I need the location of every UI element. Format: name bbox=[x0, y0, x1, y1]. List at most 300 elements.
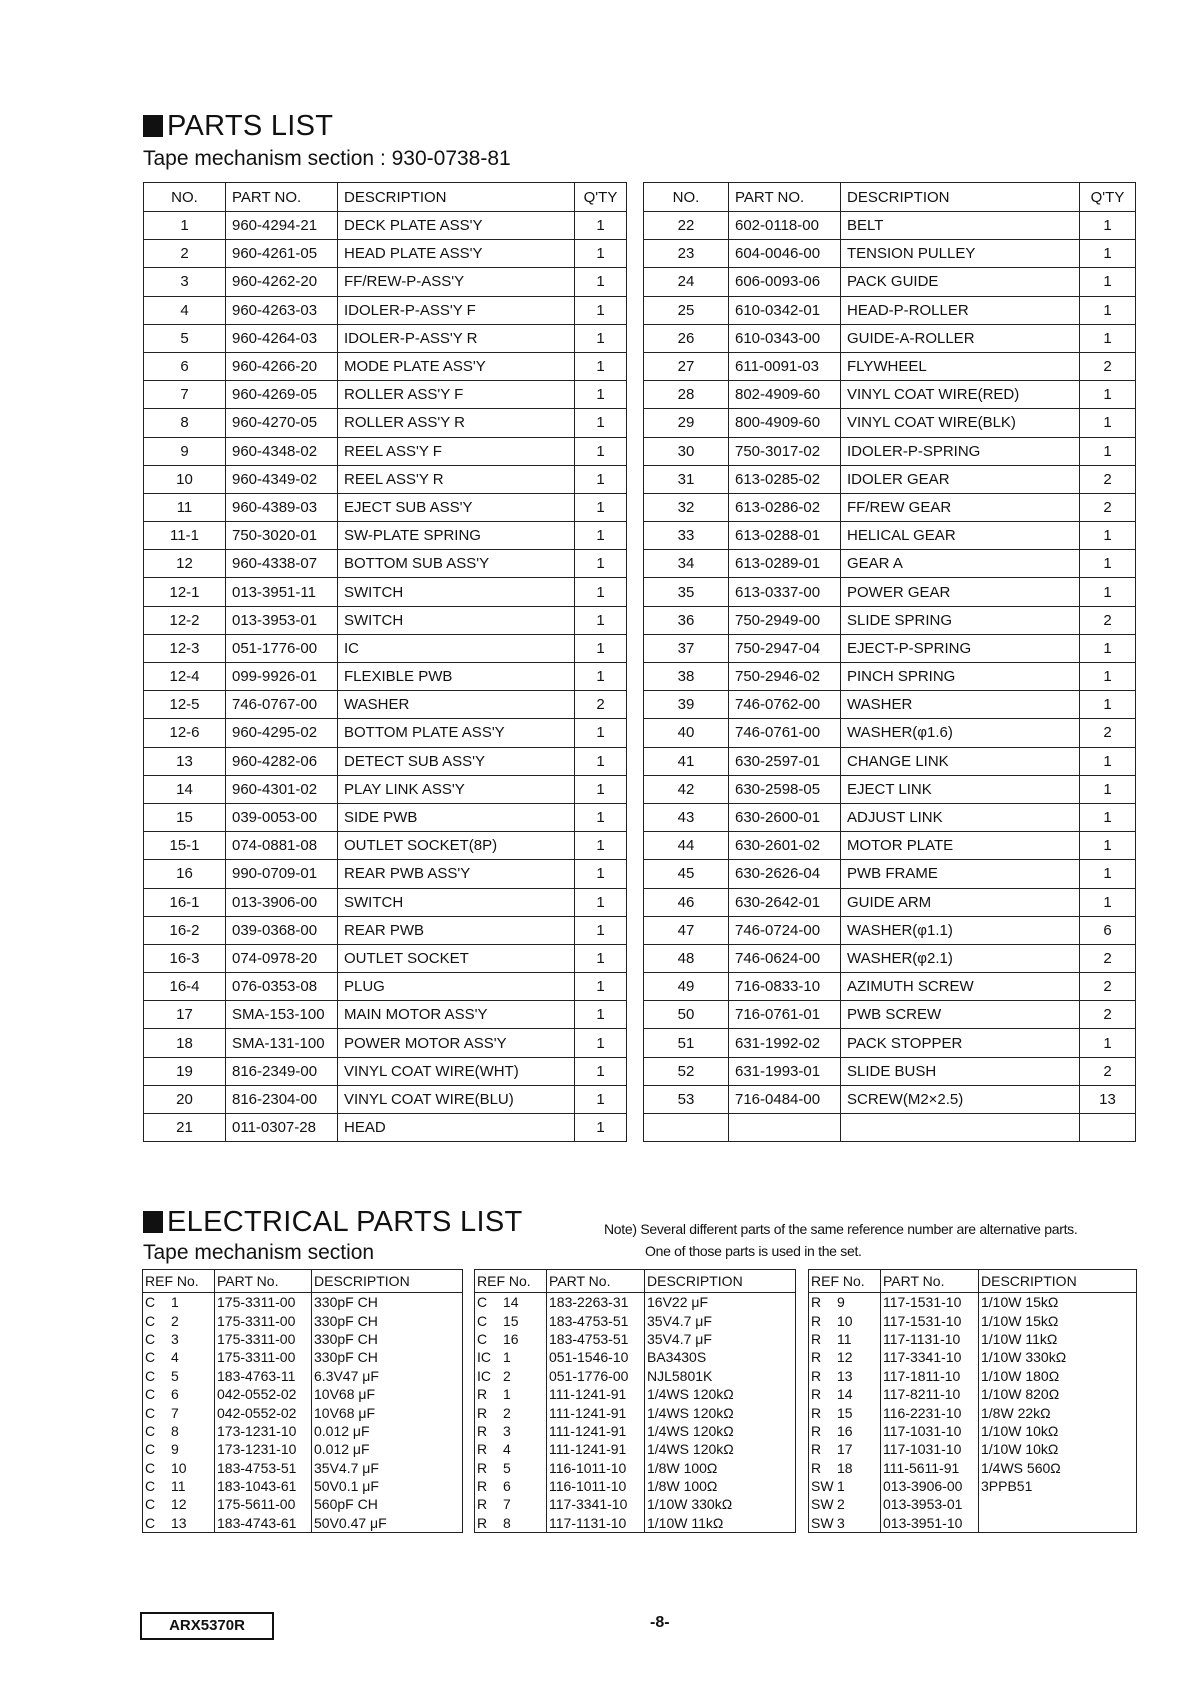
cell-qty: 1 bbox=[575, 352, 627, 380]
cell-part-no: 816-2349-00 bbox=[226, 1057, 338, 1085]
cell-description: 1/8W 100Ω bbox=[645, 1459, 796, 1477]
table-row bbox=[144, 663, 627, 691]
cell-part-no: 990-0709-01 bbox=[226, 860, 338, 888]
cell-part-no: 051-1546-10 bbox=[547, 1348, 645, 1366]
model-number-box: ARX5370R bbox=[140, 1612, 274, 1640]
cell-description: ROLLER ASS'Y F bbox=[338, 381, 575, 409]
cell-ref-no bbox=[475, 1477, 547, 1495]
cell-no: 17 bbox=[144, 1001, 226, 1029]
page-number: -8- bbox=[650, 1614, 670, 1631]
cell-no: 12-1 bbox=[144, 578, 226, 606]
cell-part-no: 116-2231-10 bbox=[881, 1403, 979, 1421]
cell-ref-no bbox=[475, 1385, 547, 1403]
cell-description: IDOLER-P-ASS'Y R bbox=[338, 324, 575, 352]
cell-no: 20 bbox=[144, 1085, 226, 1113]
cell-part-no: 183-1043-61 bbox=[215, 1477, 312, 1495]
cell-part-no: 610-0343-00 bbox=[729, 324, 841, 352]
ref-prefix: R bbox=[811, 1422, 822, 1439]
table-row bbox=[644, 1001, 1136, 1029]
cell-part-no: 960-4261-05 bbox=[226, 240, 338, 268]
table-row bbox=[143, 1477, 463, 1495]
ref-prefix: R bbox=[811, 1312, 822, 1329]
cell-part-no: 111-5611-91 bbox=[881, 1459, 979, 1477]
cell-no: 16 bbox=[144, 860, 226, 888]
cell-no: 16-1 bbox=[144, 888, 226, 916]
cell-description: SIDE PWB bbox=[338, 803, 575, 831]
cell-description: SWITCH bbox=[338, 888, 575, 916]
cell-no: 46 bbox=[644, 888, 729, 916]
cell-qty: 1 bbox=[575, 381, 627, 409]
table-row bbox=[143, 1367, 463, 1385]
cell-qty: 13 bbox=[1080, 1085, 1136, 1113]
cell-description: HELICAL GEAR bbox=[841, 522, 1080, 550]
table-row bbox=[144, 522, 627, 550]
cell-description: 35V4.7 μF bbox=[645, 1311, 796, 1329]
cell-description: VINYL COAT WIRE(BLK) bbox=[841, 409, 1080, 437]
table-row bbox=[809, 1311, 1137, 1329]
table-row bbox=[809, 1293, 1137, 1312]
ref-number: 17 bbox=[837, 1441, 853, 1458]
cell-no: 49 bbox=[644, 973, 729, 1001]
cell-description: EJECT-P-SPRING bbox=[841, 634, 1080, 662]
ref-number: 13 bbox=[171, 1514, 187, 1531]
cell-part-no: 117-1811-10 bbox=[881, 1367, 979, 1385]
cell-qty: 2 bbox=[1080, 606, 1136, 634]
alternative-parts-note-line2: One of those parts is used in the set. bbox=[645, 1243, 862, 1259]
cell-no: 51 bbox=[644, 1029, 729, 1057]
cell-ref-no bbox=[475, 1422, 547, 1440]
cell-qty: 1 bbox=[1080, 832, 1136, 860]
cell-part-no: 610-0342-01 bbox=[729, 296, 841, 324]
table-row bbox=[475, 1440, 796, 1458]
cell-no: 15-1 bbox=[144, 832, 226, 860]
ref-number: 3 bbox=[171, 1330, 179, 1347]
cell-description: CHANGE LINK bbox=[841, 747, 1080, 775]
ref-number: 5 bbox=[503, 1459, 511, 1476]
cell-qty: 1 bbox=[575, 578, 627, 606]
ref-prefix: R bbox=[811, 1459, 822, 1476]
cell-description: 1/10W 180Ω bbox=[979, 1367, 1137, 1385]
cell-ref-no bbox=[809, 1495, 881, 1513]
table-row bbox=[143, 1348, 463, 1366]
table-row bbox=[644, 352, 1136, 380]
cell-ref-no bbox=[475, 1330, 547, 1348]
cell-description: SCREW(M2×2.5) bbox=[841, 1085, 1080, 1113]
table-row bbox=[144, 719, 627, 747]
cell-description: VINYL COAT WIRE(WHT) bbox=[338, 1057, 575, 1085]
table-row bbox=[644, 409, 1136, 437]
cell-description: WASHER bbox=[338, 691, 575, 719]
ref-number: 7 bbox=[503, 1496, 511, 1513]
ref-number: 18 bbox=[837, 1459, 853, 1476]
cell-qty: 1 bbox=[1080, 212, 1136, 240]
table-row bbox=[144, 578, 627, 606]
table-row bbox=[644, 268, 1136, 296]
cell-part-no: 117-1131-10 bbox=[881, 1330, 979, 1348]
col-header-part-no: PART No. bbox=[881, 1270, 979, 1293]
ref-number: 2 bbox=[171, 1312, 179, 1329]
cell-qty: 1 bbox=[575, 832, 627, 860]
cell-part-no: 716-0484-00 bbox=[729, 1085, 841, 1113]
cell-part-no: 631-1993-01 bbox=[729, 1057, 841, 1085]
col-header-ref-no: REF No. bbox=[809, 1270, 881, 1293]
cell-description: 10V68 μF bbox=[312, 1385, 463, 1403]
cell-description: POWER MOTOR ASS'Y bbox=[338, 1029, 575, 1057]
cell-part-no: 816-2304-00 bbox=[226, 1085, 338, 1113]
parts-list-title bbox=[143, 110, 333, 143]
ref-number: 16 bbox=[837, 1422, 853, 1439]
cell-ref-no bbox=[809, 1367, 881, 1385]
ref-prefix: R bbox=[811, 1330, 822, 1347]
cell-qty: 1 bbox=[575, 1001, 627, 1029]
cell-description: ROLLER ASS'Y R bbox=[338, 409, 575, 437]
table-row bbox=[475, 1311, 796, 1329]
cell-ref-no bbox=[143, 1403, 215, 1421]
cell-description: GUIDE ARM bbox=[841, 888, 1080, 916]
col-header-part-no: PART NO. bbox=[729, 183, 841, 212]
col-header-ref-no: REF No. bbox=[143, 1270, 215, 1293]
cell-description: WASHER(φ1.6) bbox=[841, 719, 1080, 747]
cell-qty: 1 bbox=[1080, 240, 1136, 268]
cell-part-no: 960-4295-02 bbox=[226, 719, 338, 747]
table-row bbox=[644, 212, 1136, 240]
table-row bbox=[809, 1514, 1137, 1533]
cell-qty: 1 bbox=[1080, 437, 1136, 465]
cell-description: 560pF CH bbox=[312, 1495, 463, 1513]
cell-no: 33 bbox=[644, 522, 729, 550]
cell-qty: 1 bbox=[575, 803, 627, 831]
col-header-part-no: PART No. bbox=[547, 1270, 645, 1293]
table-row bbox=[144, 324, 627, 352]
ref-number: 15 bbox=[837, 1404, 853, 1421]
cell-ref-no bbox=[475, 1440, 547, 1458]
table-row bbox=[644, 1029, 1136, 1057]
ref-prefix: C bbox=[145, 1386, 156, 1403]
cell-qty: 1 bbox=[575, 747, 627, 775]
electrical-parts-table-3 bbox=[808, 1269, 1137, 1533]
table-row bbox=[809, 1403, 1137, 1421]
table-row bbox=[143, 1514, 463, 1533]
cell-part-no: 111-1241-91 bbox=[547, 1403, 645, 1421]
ref-prefix: C bbox=[145, 1422, 156, 1439]
cell-no: 28 bbox=[644, 381, 729, 409]
cell-no: 15 bbox=[144, 803, 226, 831]
cell-description: FF/REW-P-ASS'Y bbox=[338, 268, 575, 296]
cell-description: DECK PLATE ASS'Y bbox=[338, 212, 575, 240]
table-row bbox=[644, 606, 1136, 634]
cell-description: GUIDE-A-ROLLER bbox=[841, 324, 1080, 352]
cell-qty: 2 bbox=[575, 691, 627, 719]
cell-description: 330pF CH bbox=[312, 1293, 463, 1312]
cell-ref-no bbox=[809, 1385, 881, 1403]
cell-ref-no bbox=[475, 1403, 547, 1421]
cell-part-no: 011-0307-28 bbox=[226, 1114, 338, 1142]
cell-description: BOTTOM PLATE ASS'Y bbox=[338, 719, 575, 747]
cell-part-no: 613-0286-02 bbox=[729, 493, 841, 521]
table-row bbox=[809, 1422, 1137, 1440]
cell-description: SWITCH bbox=[338, 578, 575, 606]
cell-no: 30 bbox=[644, 437, 729, 465]
cell-description: 6.3V47 μF bbox=[312, 1367, 463, 1385]
cell-no: 16-4 bbox=[144, 973, 226, 1001]
cell-ref-no bbox=[143, 1348, 215, 1366]
cell-qty: 6 bbox=[1080, 916, 1136, 944]
table-row bbox=[644, 832, 1136, 860]
table-row bbox=[475, 1385, 796, 1403]
cell-qty: 1 bbox=[575, 1085, 627, 1113]
ref-number: 14 bbox=[837, 1386, 853, 1403]
cell-description: 1/8W 100Ω bbox=[645, 1477, 796, 1495]
cell-part-no: 183-4743-61 bbox=[215, 1514, 312, 1533]
ref-number: 9 bbox=[171, 1441, 179, 1458]
cell-description: 50V0.1 μF bbox=[312, 1477, 463, 1495]
cell-description: FLYWHEEL bbox=[841, 352, 1080, 380]
table-row bbox=[144, 437, 627, 465]
table-row bbox=[809, 1495, 1137, 1513]
cell-part-no: 076-0353-08 bbox=[226, 973, 338, 1001]
cell-no: 22 bbox=[644, 212, 729, 240]
table-row bbox=[475, 1422, 796, 1440]
ref-number: 4 bbox=[171, 1349, 179, 1366]
table-row bbox=[644, 803, 1136, 831]
cell-description: 330pF CH bbox=[312, 1311, 463, 1329]
cell-description: PACK STOPPER bbox=[841, 1029, 1080, 1057]
cell-description: 1/4WS 120kΩ bbox=[645, 1422, 796, 1440]
ref-number: 2 bbox=[837, 1496, 845, 1513]
cell-description: 1/8W 22kΩ bbox=[979, 1403, 1137, 1421]
cell-description bbox=[979, 1495, 1137, 1513]
cell-qty: 1 bbox=[1080, 803, 1136, 831]
cell-part-no: 960-4262-20 bbox=[226, 268, 338, 296]
ref-number: 10 bbox=[171, 1459, 187, 1476]
cell-no: 45 bbox=[644, 860, 729, 888]
cell-qty: 2 bbox=[1080, 719, 1136, 747]
cell-no bbox=[644, 1114, 729, 1142]
cell-description: VINYL COAT WIRE(BLU) bbox=[338, 1085, 575, 1113]
ref-prefix: R bbox=[811, 1294, 822, 1311]
cell-no: 36 bbox=[644, 606, 729, 634]
cell-part-no: 175-3311-00 bbox=[215, 1348, 312, 1366]
cell-part-no: 013-3951-11 bbox=[226, 578, 338, 606]
cell-description: REEL ASS'Y F bbox=[338, 437, 575, 465]
ref-prefix: C bbox=[145, 1312, 156, 1329]
table-row bbox=[144, 409, 627, 437]
ref-number: 8 bbox=[503, 1514, 511, 1531]
col-header-part-no: PART No. bbox=[215, 1270, 312, 1293]
cell-no: 12-3 bbox=[144, 634, 226, 662]
ref-number: 1 bbox=[837, 1478, 845, 1495]
cell-description: 1/10W 11kΩ bbox=[645, 1514, 796, 1533]
cell-no: 44 bbox=[644, 832, 729, 860]
cell-qty: 1 bbox=[1080, 634, 1136, 662]
cell-description: PWB SCREW bbox=[841, 1001, 1080, 1029]
table-row bbox=[809, 1330, 1137, 1348]
table-row bbox=[644, 663, 1136, 691]
cell-ref-no bbox=[809, 1348, 881, 1366]
cell-description: IC bbox=[338, 634, 575, 662]
cell-qty: 2 bbox=[1080, 1001, 1136, 1029]
cell-part-no: 117-1531-10 bbox=[881, 1311, 979, 1329]
table-header-row bbox=[644, 183, 1136, 212]
cell-part-no: 116-1011-10 bbox=[547, 1459, 645, 1477]
cell-no: 8 bbox=[144, 409, 226, 437]
cell-description: 50V0.47 μF bbox=[312, 1514, 463, 1533]
cell-no: 47 bbox=[644, 916, 729, 944]
cell-description: 1/10W 330kΩ bbox=[979, 1348, 1137, 1366]
cell-qty: 1 bbox=[1080, 691, 1136, 719]
cell-part-no: 117-8211-10 bbox=[881, 1385, 979, 1403]
cell-ref-no bbox=[475, 1514, 547, 1533]
table-row bbox=[143, 1495, 463, 1513]
ref-prefix: R bbox=[811, 1386, 822, 1403]
table-row bbox=[809, 1477, 1137, 1495]
cell-ref-no bbox=[475, 1459, 547, 1477]
cell-part-no: 606-0093-06 bbox=[729, 268, 841, 296]
table-row bbox=[475, 1403, 796, 1421]
table-row bbox=[644, 719, 1136, 747]
ref-prefix: C bbox=[145, 1441, 156, 1458]
ref-prefix: R bbox=[811, 1404, 822, 1421]
cell-description: 1/10W 15kΩ bbox=[979, 1293, 1137, 1312]
table-row bbox=[144, 296, 627, 324]
cell-no: 31 bbox=[644, 465, 729, 493]
cell-qty: 1 bbox=[575, 634, 627, 662]
ref-prefix: R bbox=[477, 1496, 488, 1513]
cell-qty: 1 bbox=[1080, 1029, 1136, 1057]
table-row bbox=[644, 550, 1136, 578]
ref-prefix: R bbox=[477, 1478, 488, 1495]
col-header-qty: Q'TY bbox=[1080, 183, 1136, 212]
table-row bbox=[143, 1385, 463, 1403]
electrical-parts-list-title bbox=[143, 1206, 522, 1239]
col-header-description: DESCRIPTION bbox=[979, 1270, 1137, 1293]
ref-prefix: C bbox=[145, 1349, 156, 1366]
table-row bbox=[809, 1459, 1137, 1477]
cell-qty: 1 bbox=[575, 860, 627, 888]
table-row bbox=[644, 465, 1136, 493]
cell-no: 10 bbox=[144, 465, 226, 493]
cell-qty: 1 bbox=[575, 888, 627, 916]
ref-number: 9 bbox=[837, 1294, 845, 1311]
cell-part-no: 013-3953-01 bbox=[226, 606, 338, 634]
cell-qty: 1 bbox=[575, 1114, 627, 1142]
ref-number: 2 bbox=[503, 1404, 511, 1421]
cell-no: 27 bbox=[644, 352, 729, 380]
ref-number: 5 bbox=[171, 1367, 179, 1384]
cell-part-no: 746-0724-00 bbox=[729, 916, 841, 944]
cell-part-no: 960-4264-03 bbox=[226, 324, 338, 352]
cell-part-no: 750-3020-01 bbox=[226, 522, 338, 550]
cell-part-no: 111-1241-91 bbox=[547, 1385, 645, 1403]
cell-part-no: 960-4266-20 bbox=[226, 352, 338, 380]
col-header-part-no: PART NO. bbox=[226, 183, 338, 212]
ref-prefix: C bbox=[477, 1294, 488, 1311]
cell-description: 1/10W 10kΩ bbox=[979, 1440, 1137, 1458]
cell-no: 48 bbox=[644, 944, 729, 972]
table-row bbox=[644, 381, 1136, 409]
cell-ref-no bbox=[143, 1514, 215, 1533]
cell-no: 39 bbox=[644, 691, 729, 719]
cell-no: 50 bbox=[644, 1001, 729, 1029]
cell-part-no: 602-0118-00 bbox=[729, 212, 841, 240]
cell-qty: 1 bbox=[1080, 381, 1136, 409]
cell-part-no: 630-2597-01 bbox=[729, 747, 841, 775]
cell-description: 330pF CH bbox=[312, 1348, 463, 1366]
ref-prefix: C bbox=[145, 1294, 156, 1311]
cell-description: OUTLET SOCKET bbox=[338, 944, 575, 972]
cell-description: BA3430S bbox=[645, 1348, 796, 1366]
cell-part-no: 750-2947-04 bbox=[729, 634, 841, 662]
table-row bbox=[144, 268, 627, 296]
table-row bbox=[144, 860, 627, 888]
ref-number: 7 bbox=[171, 1404, 179, 1421]
cell-part-no: 630-2598-05 bbox=[729, 775, 841, 803]
mech-parts-table-left bbox=[143, 182, 627, 1142]
cell-qty: 1 bbox=[575, 212, 627, 240]
cell-description: WASHER(φ1.1) bbox=[841, 916, 1080, 944]
table-row bbox=[144, 1001, 627, 1029]
cell-description: 1/4WS 120kΩ bbox=[645, 1403, 796, 1421]
cell-description: 1/10W 10kΩ bbox=[979, 1422, 1137, 1440]
cell-qty: 1 bbox=[1080, 860, 1136, 888]
cell-description: NJL5801K bbox=[645, 1367, 796, 1385]
cell-ref-no bbox=[143, 1422, 215, 1440]
cell-no: 14 bbox=[144, 775, 226, 803]
table-row bbox=[644, 888, 1136, 916]
cell-part-no: 111-1241-91 bbox=[547, 1422, 645, 1440]
cell-no: 2 bbox=[144, 240, 226, 268]
table-row bbox=[644, 691, 1136, 719]
cell-description: 16V22 μF bbox=[645, 1293, 796, 1312]
cell-part-no: 630-2600-01 bbox=[729, 803, 841, 831]
cell-part-no: 175-5611-00 bbox=[215, 1495, 312, 1513]
table-header-row bbox=[809, 1270, 1137, 1293]
cell-qty: 2 bbox=[1080, 465, 1136, 493]
cell-qty: 1 bbox=[1080, 296, 1136, 324]
table-row bbox=[144, 606, 627, 634]
cell-no: 1 bbox=[144, 212, 226, 240]
cell-description: MOTOR PLATE bbox=[841, 832, 1080, 860]
table-row bbox=[144, 352, 627, 380]
cell-part-no: 013-3953-01 bbox=[881, 1495, 979, 1513]
ref-number: 1 bbox=[503, 1386, 511, 1403]
col-header-description: DESCRIPTION bbox=[312, 1270, 463, 1293]
ref-number: 1 bbox=[171, 1294, 179, 1311]
cell-part-no: 746-0624-00 bbox=[729, 944, 841, 972]
cell-part-no: SMA-153-100 bbox=[226, 1001, 338, 1029]
cell-no: 34 bbox=[644, 550, 729, 578]
cell-description: MAIN MOTOR ASS'Y bbox=[338, 1001, 575, 1029]
table-row bbox=[144, 944, 627, 972]
cell-description: POWER GEAR bbox=[841, 578, 1080, 606]
cell-ref-no bbox=[809, 1459, 881, 1477]
cell-ref-no bbox=[475, 1311, 547, 1329]
cell-part-no: 630-2601-02 bbox=[729, 832, 841, 860]
ref-prefix: C bbox=[477, 1330, 488, 1347]
table-header-row bbox=[143, 1270, 463, 1293]
cell-part-no: 173-1231-10 bbox=[215, 1422, 312, 1440]
cell-description: WASHER(φ2.1) bbox=[841, 944, 1080, 972]
cell-no: 52 bbox=[644, 1057, 729, 1085]
cell-qty: 1 bbox=[575, 296, 627, 324]
table-row bbox=[644, 324, 1136, 352]
ref-prefix: C bbox=[145, 1367, 156, 1384]
table-row bbox=[144, 1057, 627, 1085]
cell-ref-no bbox=[143, 1440, 215, 1458]
ref-number: 2 bbox=[503, 1367, 511, 1384]
cell-part-no: 117-1131-10 bbox=[547, 1514, 645, 1533]
cell-part-no: 175-3311-00 bbox=[215, 1330, 312, 1348]
